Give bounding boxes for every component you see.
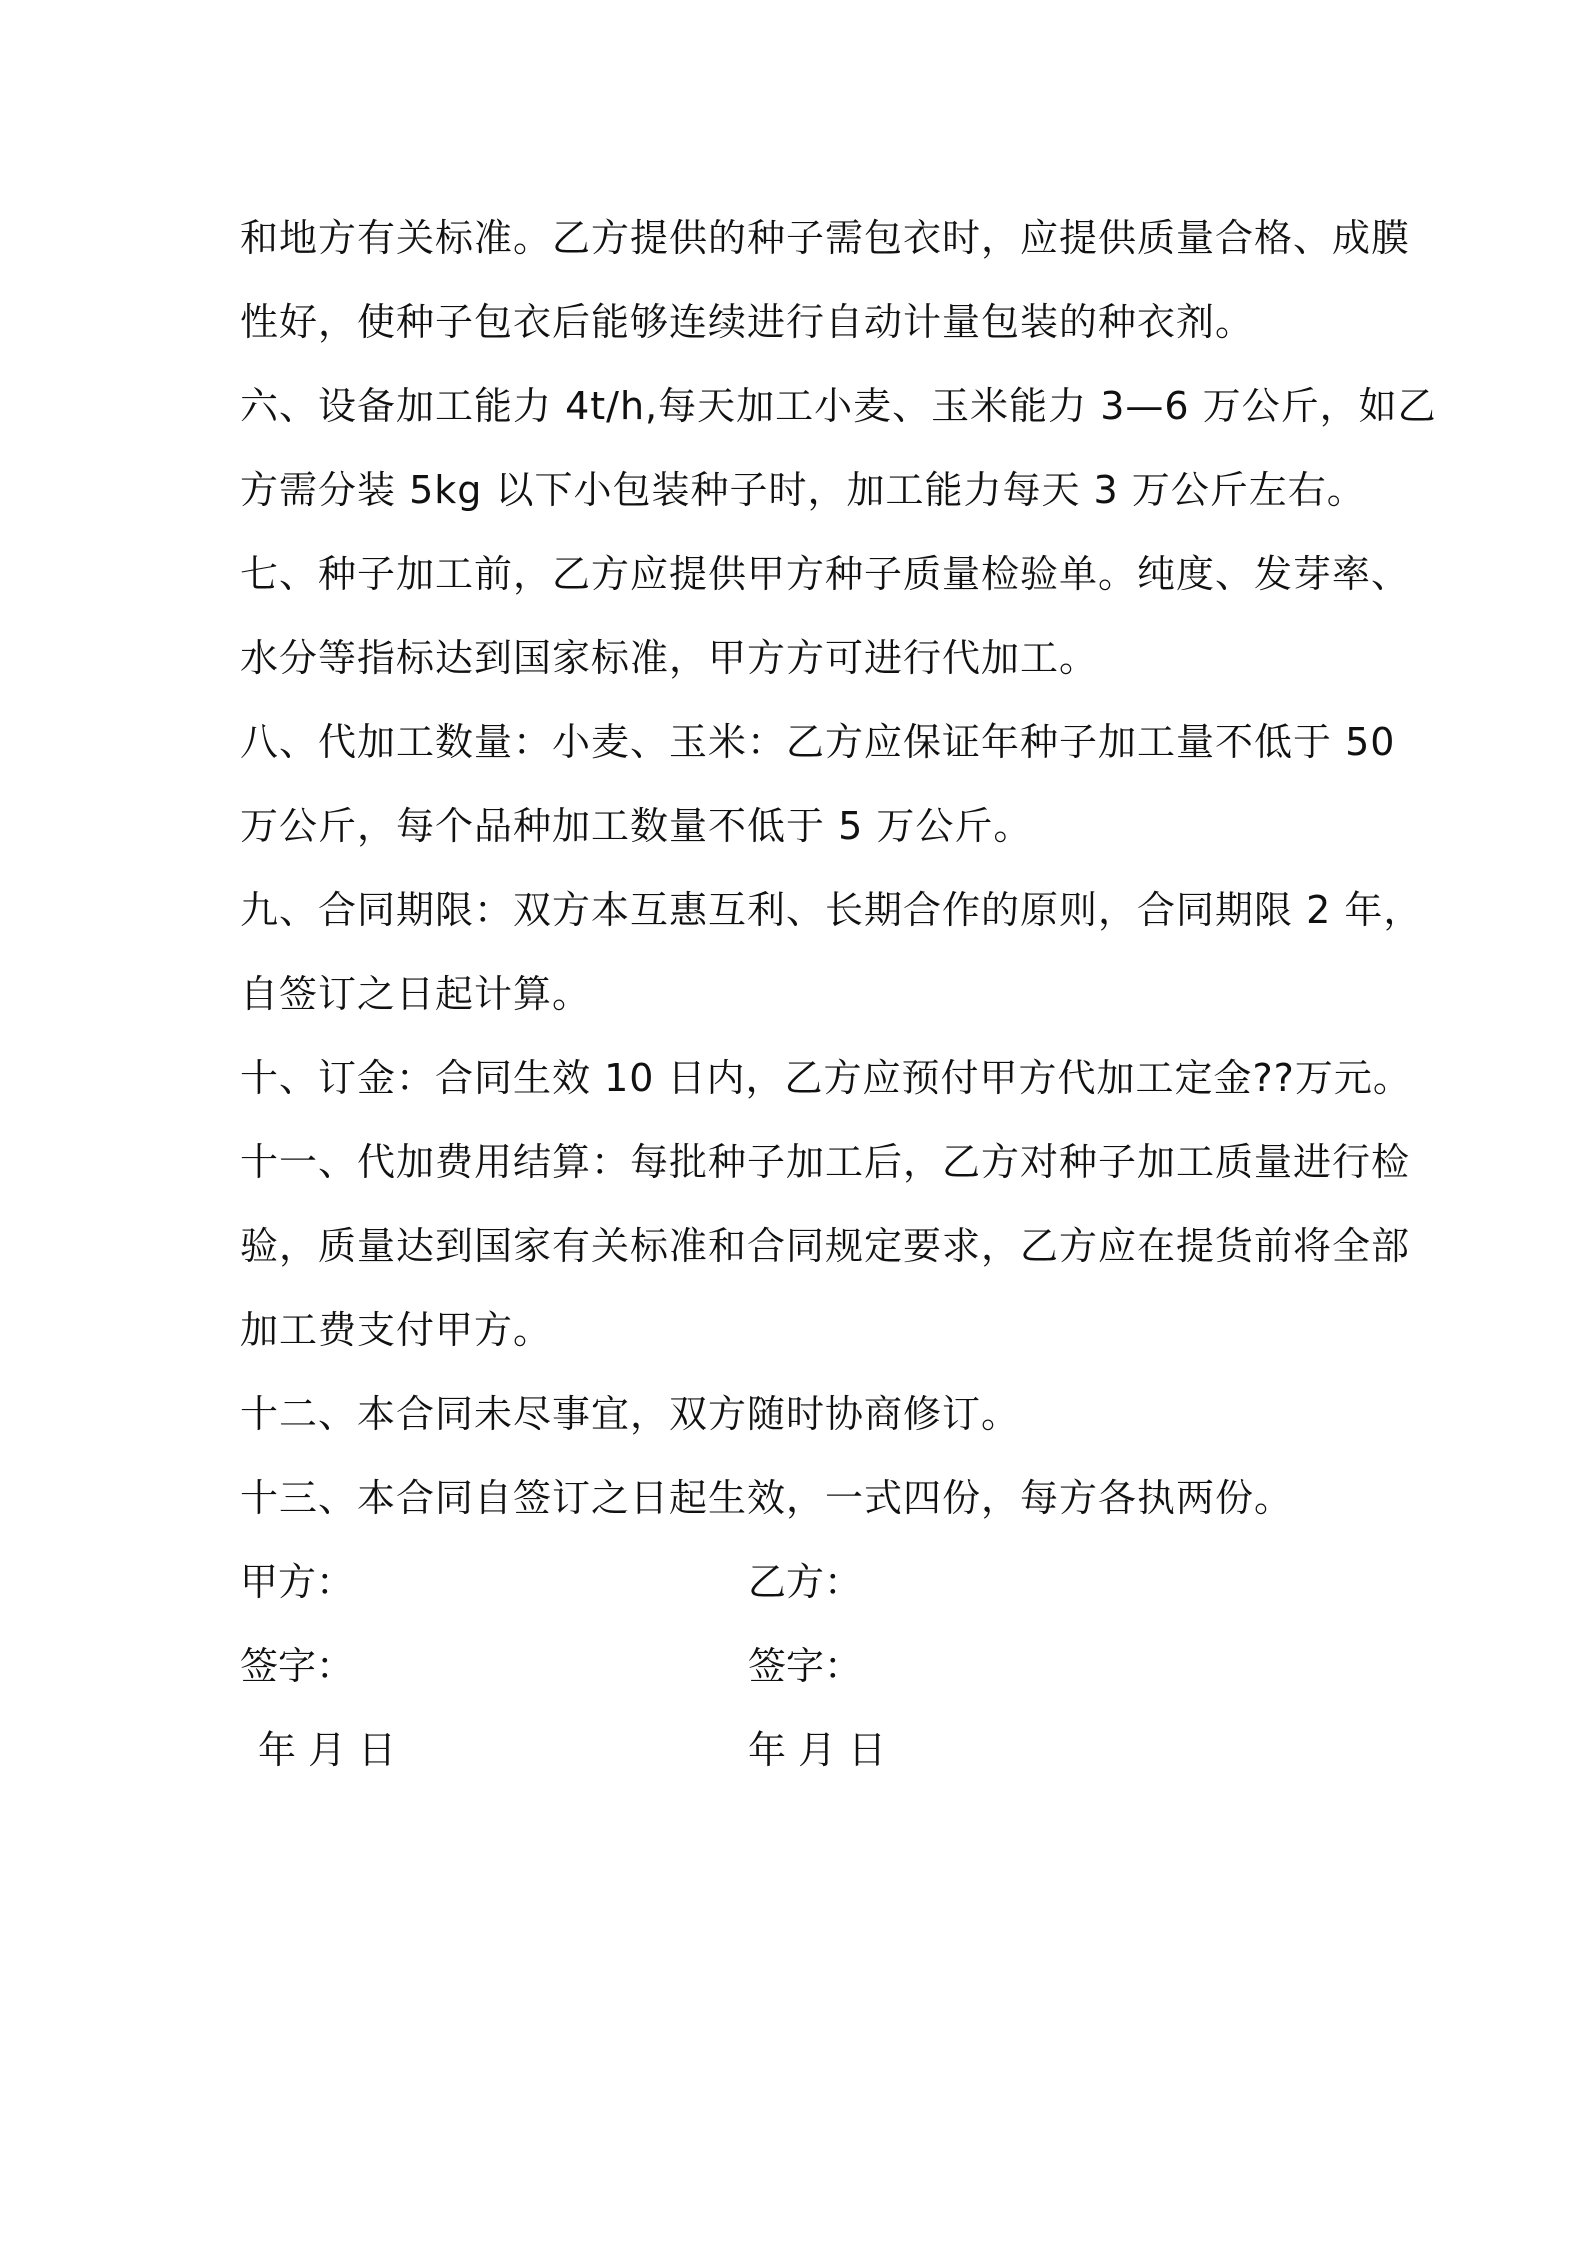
- text-line: 自签订之日起计算。: [240, 972, 592, 1016]
- clause-8: 八、代加工数量：小麦、玉米：乙方应保证年种子加工量不低于 50: [240, 720, 1396, 764]
- clause-6: 六、设备加工能力 4t/h,每天加工小麦、玉米能力 3—6 万公斤，如乙: [240, 384, 1437, 428]
- clause-7: 七、种子加工前，乙方应提供甲方种子质量检验单。纯度、发芽率、: [240, 552, 1411, 596]
- date-row: [240, 1708, 1360, 1792]
- signature-b-label: 签字：: [748, 1644, 863, 1688]
- party-row: [240, 1540, 1360, 1624]
- party-b-label: 乙方：: [748, 1560, 863, 1604]
- clause-13: 十三、本合同自签订之日起生效，一式四份，每方各执两份。: [240, 1476, 1294, 1520]
- contract-page: [240, 196, 1437, 1792]
- text-line: 和地方有关标准。乙方提供的种子需包衣时，应提供质量合格、成膜: [240, 216, 1411, 260]
- text-line: 验，质量达到国家有关标准和合同规定要求，乙方应在提货前将全部: [240, 1224, 1411, 1268]
- text-line: 性好，使种子包衣后能够连续进行自动计量包装的种衣剂。: [240, 300, 1255, 344]
- date-a: 年 月 日: [258, 1728, 397, 1772]
- text-line: 方需分装 5kg 以下小包装种子时，加工能力每天 3 万公斤左右。: [240, 468, 1366, 512]
- clause-12: 十二、本合同未尽事宜，双方随时协商修订。: [240, 1392, 1021, 1436]
- date-b: 年 月 日: [748, 1728, 887, 1772]
- text-line: 万公斤，每个品种加工数量不低于 5 万公斤。: [240, 804, 1033, 848]
- text-line: 加工费支付甲方。: [240, 1308, 553, 1352]
- signature-row: [240, 1624, 1360, 1708]
- party-a-label: 甲方：: [240, 1560, 355, 1604]
- text-line: 水分等指标达到国家标准，甲方方可进行代加工。: [240, 636, 1099, 680]
- clause-10: 十、订金：合同生效 10 日内，乙方应预付甲方代加工定金??万元。: [240, 1056, 1412, 1100]
- signature-a-label: 签字：: [240, 1644, 355, 1688]
- clause-11: 十一、代加费用结算：每批种子加工后，乙方对种子加工质量进行检: [240, 1140, 1411, 1184]
- clause-9: 九、合同期限：双方本互惠互利、长期合作的原则，合同期限 2 年，: [240, 888, 1423, 932]
